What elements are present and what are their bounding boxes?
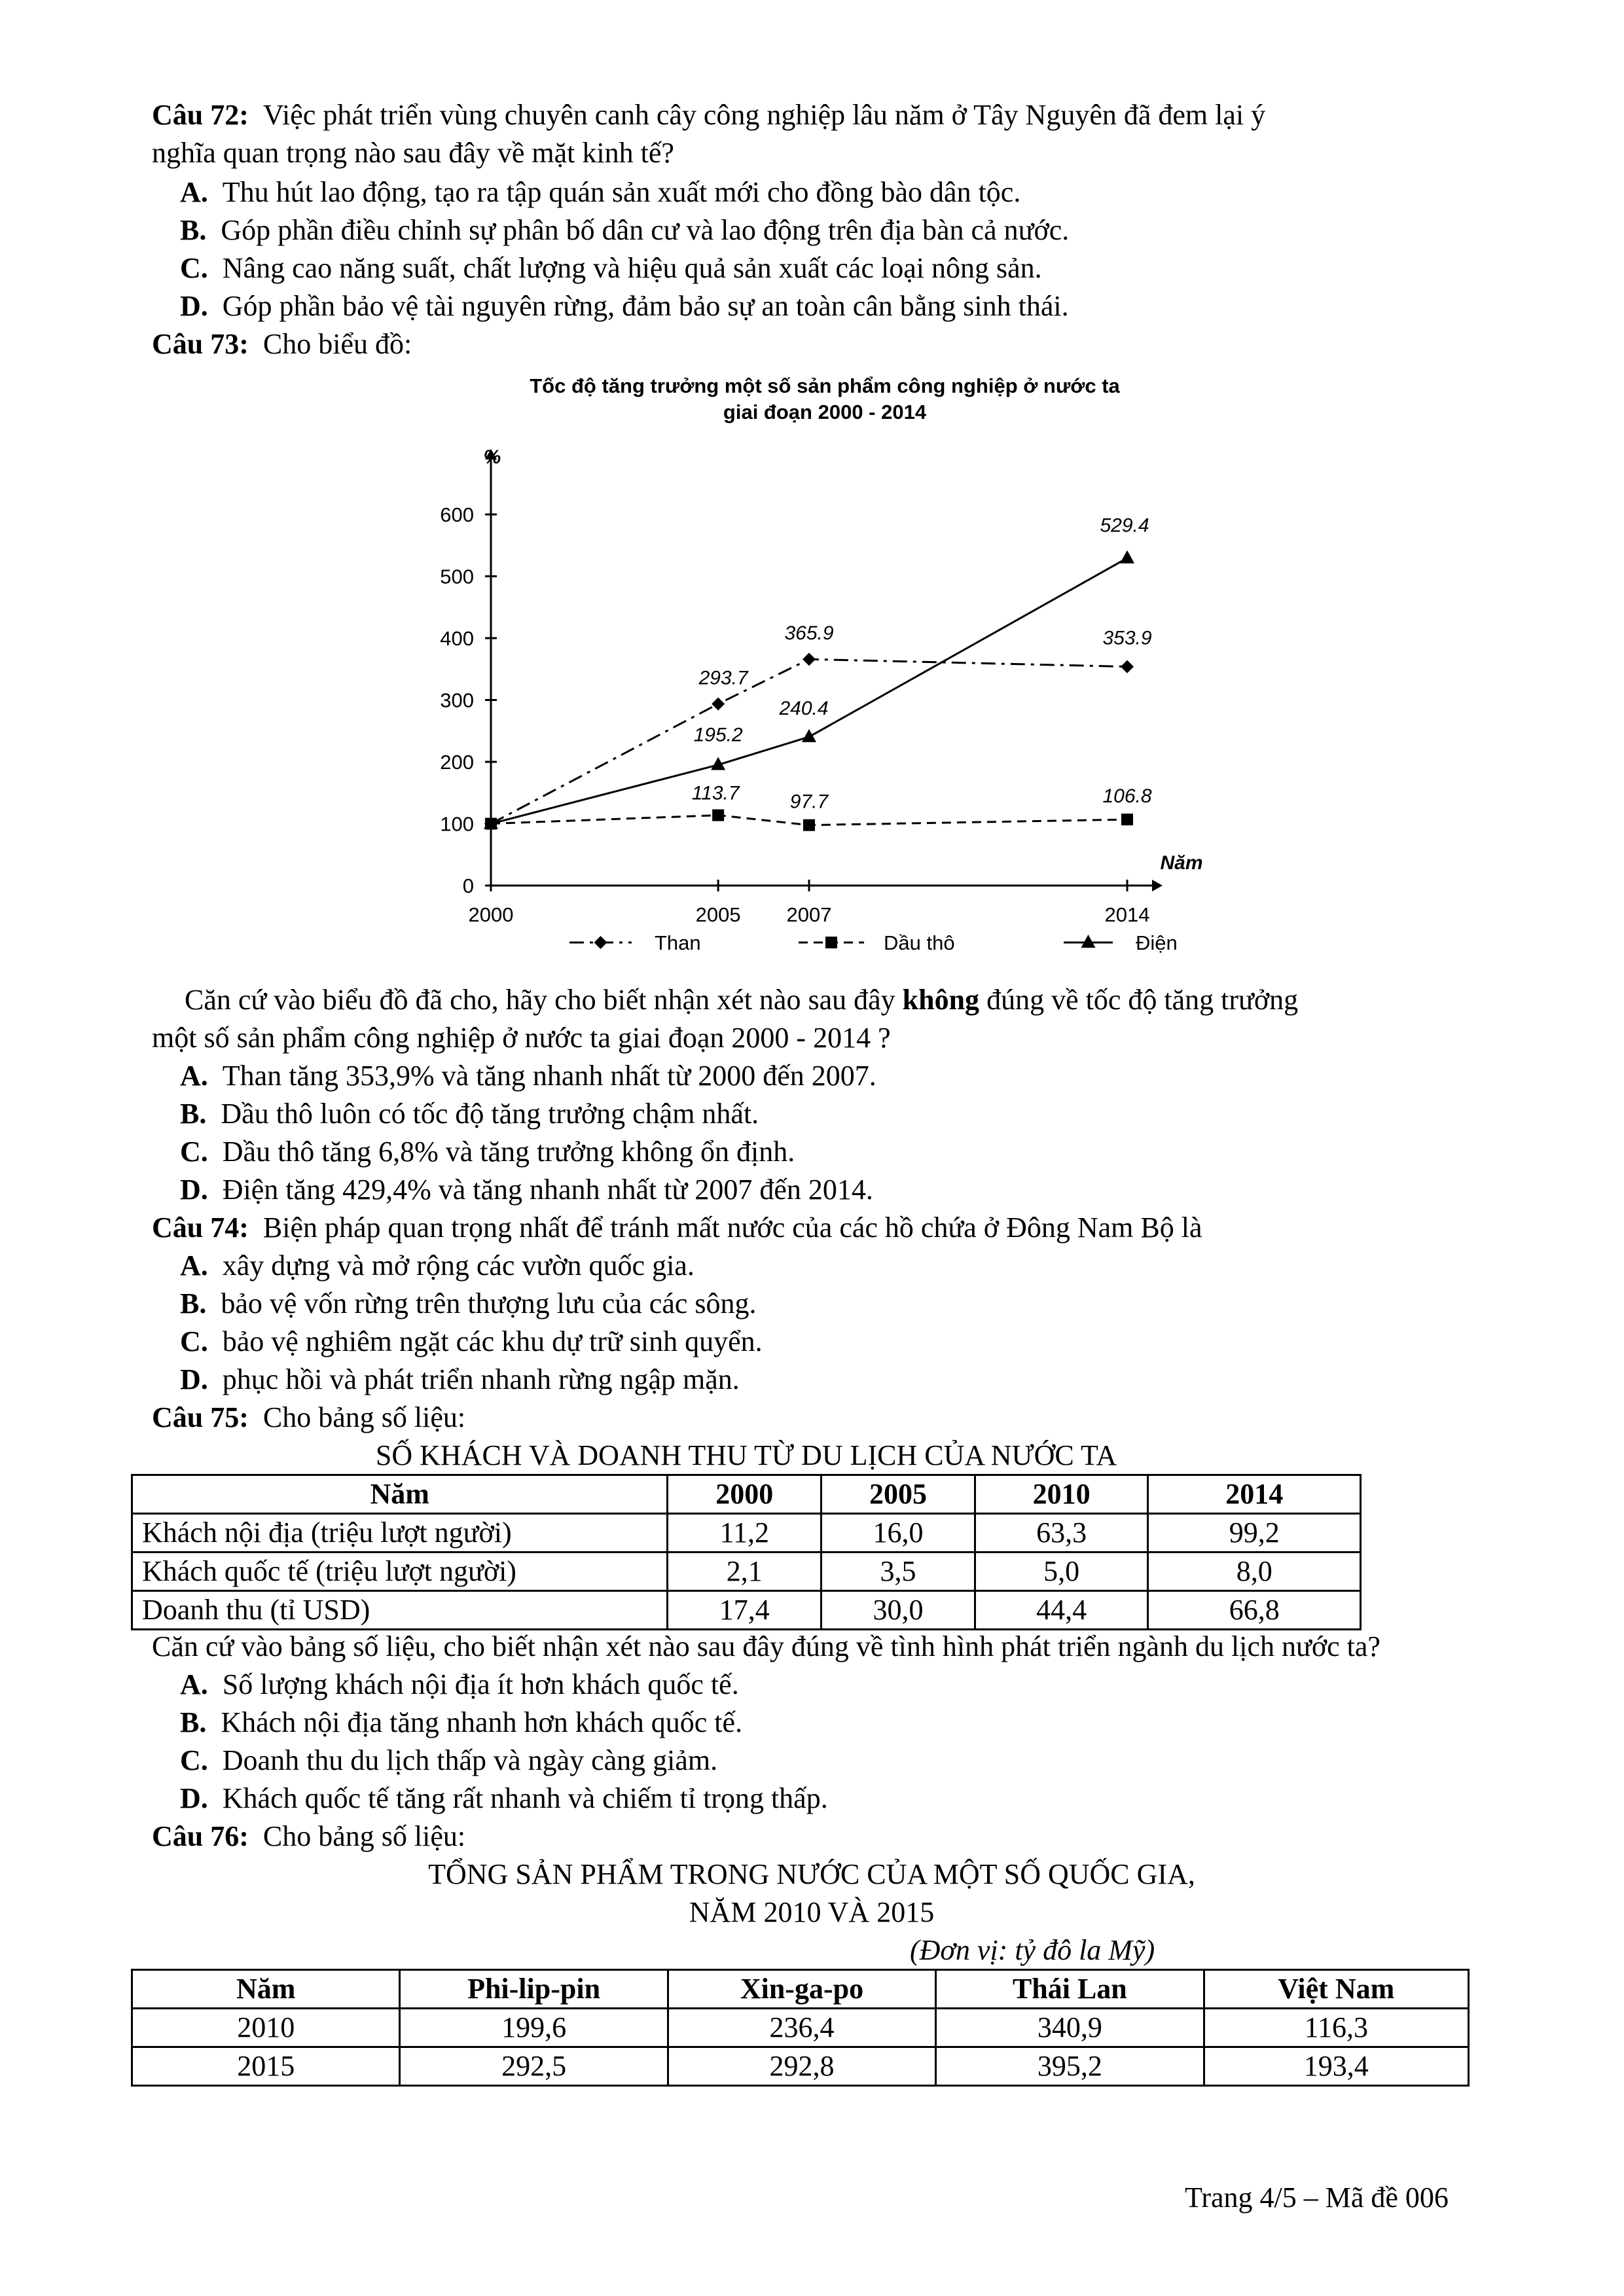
q73-option-d: D. Điện tăng 429,4% và tăng nhanh nhất từ 2007 đến 2014. xyxy=(180,1174,873,1206)
y-tick-label: 300 xyxy=(440,689,474,712)
table-cell: 292,5 xyxy=(400,2047,668,2086)
y-axis-label: % xyxy=(483,446,501,468)
q72-line1 xyxy=(152,97,1265,134)
q76-unit: (Đơn vị: tỷ đô la Mỹ) xyxy=(910,1934,1155,1966)
table-cell: 11,2 xyxy=(668,1514,821,1552)
table-cell: 395,2 xyxy=(936,2047,1204,2086)
table-row xyxy=(132,2009,1469,2047)
data-label-than: 353.9 xyxy=(1102,627,1152,649)
table-cell: 63,3 xyxy=(975,1514,1148,1552)
table-cell: 2010 xyxy=(132,2009,400,2047)
x-tick-label: 2007 xyxy=(786,903,832,926)
q73-option-c: C. Dầu thô tăng 6,8% và tăng trưởng không ổn định. xyxy=(180,1136,795,1168)
growth-line-chart xyxy=(367,367,1309,969)
table-cell: 2,1 xyxy=(668,1552,821,1591)
y-tick-label: 400 xyxy=(440,627,474,650)
table-header-row xyxy=(132,1970,1469,2009)
q74-option-a: A. xây dựng và mở rộng các vườn quốc gia. xyxy=(180,1249,695,1282)
q73-text: Cho biểu đồ: xyxy=(262,328,412,360)
page-footer: Trang 4/5 – Mã đề 006 xyxy=(1185,2181,1449,2214)
q72-option-c: C. Nâng cao năng suất, chất lượng và hiệu quả sản xuất các loại nông sản. xyxy=(180,252,1042,284)
chart-title: Tốc độ tăng trưởng một số sản phẩm công nghiệp ở nước ta xyxy=(530,374,1120,397)
series-line-dien xyxy=(491,558,1127,824)
table-cell: 5,0 xyxy=(975,1552,1148,1591)
data-label-dau-tho: 97.7 xyxy=(789,791,829,813)
q75-stem: Căn cứ vào bảng số liệu, cho biết nhận xét nào sau đây đúng về tình hình phát triển ngành du lịch nước ta? xyxy=(152,1630,1380,1662)
q73-label: Câu 73: xyxy=(152,328,249,360)
q74-label: Câu 74: xyxy=(152,1211,249,1244)
q73-option-a: A. Than tăng 353,9% và tăng nhanh nhất từ 2000 đến 2007. xyxy=(180,1060,876,1092)
table-cell: 340,9 xyxy=(936,2009,1204,2047)
table-header-cell: 2010 xyxy=(975,1475,1148,1514)
table-header-cell: Xin-ga-po xyxy=(668,1970,935,2009)
q72-option-a: A. Thu hút lao động, tạo ra tập quán sản xuất mới cho đồng bào dân tộc. xyxy=(180,176,1021,208)
table-cell: 8,0 xyxy=(1148,1552,1361,1591)
table-cell: 236,4 xyxy=(668,2009,935,2047)
q75-option-c: C. Doanh thu du lịch thấp và ngày càng giảm. xyxy=(180,1744,718,1776)
table-cell: 99,2 xyxy=(1148,1514,1361,1552)
data-point-than xyxy=(1121,660,1134,673)
q73-stem-line1: Căn cứ vào biểu đồ đã cho, hãy cho biết nhận xét nào sau đây không đúng về tốc độ tăng trưởng xyxy=(185,984,1299,1016)
x-tick-label: 2014 xyxy=(1104,903,1150,926)
legend-label-dau-tho: Dầu thô xyxy=(884,931,955,954)
chart-subtitle: giai đoạn 2000 - 2014 xyxy=(723,401,927,423)
table-cell: 17,4 xyxy=(668,1591,821,1630)
x-tick-label: 2000 xyxy=(468,903,514,926)
q75-option-b: B. Khách nội địa tăng nhanh hơn khách quốc tế. xyxy=(180,1706,743,1738)
table-header-cell: 2014 xyxy=(1148,1475,1361,1514)
table-header-cell: Thái Lan xyxy=(936,1970,1204,2009)
q75-label: Câu 75: xyxy=(152,1401,249,1433)
q72-text-line2: nghĩa quan trọng nào sau đây về mặt kinh tế? xyxy=(152,137,674,169)
x-axis-arrow xyxy=(1152,880,1163,891)
q76-table-title-line1: TỔNG SẢN PHẨM TRONG NƯỚC CỦA MỘT SỐ QUỐC GIA, xyxy=(428,1858,1195,1890)
q75-line1 xyxy=(152,1399,465,1436)
data-label-dien: 529.4 xyxy=(1100,514,1149,537)
table-cell: Khách quốc tế (triệu lượt người) xyxy=(132,1552,668,1591)
y-tick-label: 200 xyxy=(440,751,474,774)
q74-option-d: D. phục hồi và phát triển nhanh rừng ngập mặn. xyxy=(180,1363,740,1395)
table-cell: 3,5 xyxy=(821,1552,975,1591)
q73-line1 xyxy=(152,326,412,363)
q73-option-b: B. Dầu thô luôn có tốc độ tăng trưởng chậm nhất. xyxy=(180,1098,759,1130)
q75-option-a: A. Số lượng khách nội địa ít hơn khách quốc tế. xyxy=(180,1668,739,1700)
q76-table-title-line2: NĂM 2010 VÀ 2015 xyxy=(689,1896,935,1928)
x-tick-label: 2005 xyxy=(695,903,741,926)
table-header-cell: 2005 xyxy=(821,1475,975,1514)
gdp-table xyxy=(131,1969,1470,2087)
table-row xyxy=(132,1514,1361,1552)
table-cell: 193,4 xyxy=(1204,2047,1468,2086)
legend-marker-dien xyxy=(1081,935,1096,948)
data-label-dien: 240.4 xyxy=(779,697,829,719)
table-row xyxy=(132,1552,1361,1591)
y-tick-label: 100 xyxy=(440,812,474,836)
table-cell: 44,4 xyxy=(975,1591,1148,1630)
data-point-than xyxy=(803,653,816,666)
table-cell: Doanh thu (tỉ USD) xyxy=(132,1591,668,1630)
table-header-cell: Việt Nam xyxy=(1204,1970,1468,2009)
q74-option-c: C. bảo vệ nghiêm ngặt các khu dự trữ sinh quyển. xyxy=(180,1325,763,1357)
y-tick-label: 0 xyxy=(462,874,474,897)
table-header-cell: Năm xyxy=(132,1475,668,1514)
table-cell: 2015 xyxy=(132,2047,400,2086)
q74-text: Biện pháp quan trọng nhất để tránh mất nước của các hồ chứa ở Đông Nam Bộ là xyxy=(262,1211,1202,1244)
table-cell: 66,8 xyxy=(1148,1591,1361,1630)
q76-label: Câu 76: xyxy=(152,1820,249,1852)
legend-label-than: Than xyxy=(655,931,701,954)
data-label-than: 365.9 xyxy=(784,622,834,645)
data-label-dau-tho: 106.8 xyxy=(1102,785,1152,808)
data-label-than: 293.7 xyxy=(698,667,748,689)
q72-label: Câu 72: xyxy=(152,99,249,131)
q74-option-b: B. bảo vệ vốn rừng trên thượng lưu của các sông. xyxy=(180,1287,757,1319)
q72-option-d: D. Góp phần bảo vệ tài nguyên rừng, đảm bảo sự an toàn cân bằng sinh thái. xyxy=(180,290,1069,322)
data-point-dien xyxy=(1120,550,1134,564)
table-header-cell: Phi-lip-pin xyxy=(400,1970,668,2009)
q73-stem-line2: một số sản phẩm công nghiệp ở nước ta giai đoạn 2000 - 2014 ? xyxy=(152,1022,891,1054)
q76-line1 xyxy=(152,1818,465,1855)
table-header-cell: 2000 xyxy=(668,1475,821,1514)
q75-option-d: D. Khách quốc tế tăng rất nhanh và chiếm tỉ trọng thấp. xyxy=(180,1782,828,1814)
table-cell: 30,0 xyxy=(821,1591,975,1630)
legend-label-dien: Điện xyxy=(1136,931,1178,954)
data-point-than xyxy=(712,697,725,710)
data-label-dau-tho: 113.7 xyxy=(691,782,740,804)
table-header-cell: Năm xyxy=(132,1970,400,2009)
y-tick-label: 500 xyxy=(440,565,474,588)
y-tick-label: 600 xyxy=(440,503,474,526)
table-cell: 116,3 xyxy=(1204,2009,1468,2047)
data-point-dau-tho xyxy=(712,810,724,821)
table-row xyxy=(132,2047,1469,2086)
q72-text-line1: Việc phát triển vùng chuyên canh cây công nghiệp lâu năm ở Tây Nguyên đã đem lại ý xyxy=(262,99,1266,131)
data-point-dau-tho xyxy=(1121,814,1133,825)
data-point-dau-tho xyxy=(803,819,815,831)
q76-text: Cho bảng số liệu: xyxy=(262,1820,466,1852)
data-label-dien: 195.2 xyxy=(693,724,743,746)
legend-marker-than xyxy=(594,936,607,949)
data-point-dien xyxy=(802,729,816,742)
q74-line1 xyxy=(152,1210,1202,1246)
x-axis-label: Năm xyxy=(1160,852,1203,874)
table-row xyxy=(132,1591,1361,1630)
table-cell: Khách nội địa (triệu lượt người) xyxy=(132,1514,668,1552)
q72-option-b: B. Góp phần điều chỉnh sự phân bố dân cư và lao động trên địa bàn cả nước. xyxy=(180,214,1070,246)
table-cell: 16,0 xyxy=(821,1514,975,1552)
table-header-row xyxy=(132,1475,1361,1514)
tourism-table xyxy=(131,1474,1362,1630)
q75-text: Cho bảng số liệu: xyxy=(262,1401,466,1433)
legend-marker-dau-tho xyxy=(825,937,837,948)
q75-table-title: SỐ KHÁCH VÀ DOANH THU TỪ DU LỊCH CỦA NƯỚC TA xyxy=(375,1439,1117,1471)
table-cell: 292,8 xyxy=(668,2047,935,2086)
table-cell: 199,6 xyxy=(400,2009,668,2047)
